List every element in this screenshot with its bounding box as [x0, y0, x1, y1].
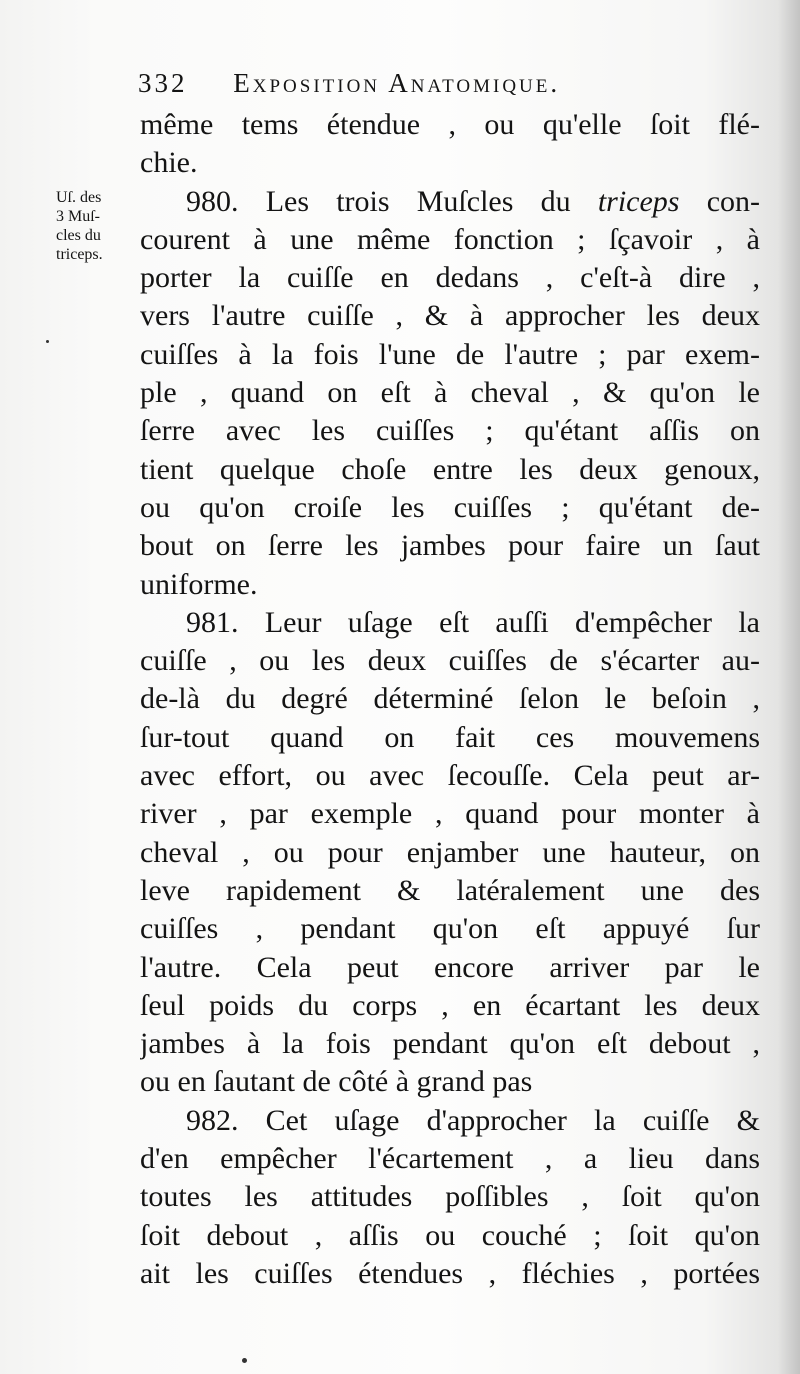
margin-note [56, 188, 134, 264]
text-line: courent à une même fonction ; ſçavoir , à [140, 222, 760, 256]
margin-note-line: 3 Muſ- [56, 208, 100, 225]
ink-speck [46, 340, 49, 343]
text-line: leve rapidement & latéralement une des [140, 873, 760, 907]
text-line: cuiſſes , pendant qu'on eſt appuyé ſur [140, 912, 760, 946]
margin-note-line: cles du [56, 227, 101, 244]
text-line: river , par exemple , quand pour monter à [140, 797, 760, 831]
margin-note-line: Uſ. des [56, 189, 102, 206]
text-line: cuiſſes à la fois l'une de l'autre ; par exem- [140, 337, 760, 371]
running-title: Exposition Anatomique. [233, 68, 561, 98]
margin-note-line: triceps. [56, 246, 103, 263]
text-line: vers l'autre cuiſſe , & à approcher les deux [140, 299, 760, 333]
text-line: même tems étendue , ou qu'elle ſoit flé- [140, 108, 760, 141]
text-line: d'en empêcher l'écartement , a lieu dans [140, 1142, 760, 1176]
text-line: ſeul poids du corps , en écartant les deux [140, 988, 760, 1022]
text-line: 981. Leur uſage eſt auſſi d'empêcher la [186, 605, 760, 639]
text-line: chie. [140, 146, 198, 180]
text-line: avec effort, ou avec ſecouſſe. Cela peut ar- [140, 759, 760, 793]
text-line: ou qu'on croiſe les cuiſſes ; qu'étant de- [140, 490, 760, 524]
text-line: de-là du degré déterminé ſelon le beſoin , [140, 682, 760, 716]
text-line: ſur-tout quand on fait ces mouvemens [140, 720, 760, 754]
text-line: toutes les attitudes poſſibles , ſoit qu'on [140, 1180, 760, 1214]
text-line: ple , quand on eſt à cheval , & qu'on le [140, 376, 760, 410]
text-line: porter la cuiſſe en dedans , c'eſt-à dire , [140, 261, 760, 295]
running-head [138, 68, 738, 108]
text-line: ait les cuiſſes étendues , fléchies , portées [140, 1256, 760, 1290]
text-line: bout on ſerre les jambes pour faire un ſaut [140, 529, 760, 563]
page-gutter-shadow [778, 0, 800, 1374]
text-line: uniforme. [140, 567, 258, 601]
text-line: tient quelque choſe entre les deux genoux, [140, 452, 760, 486]
text-line: ſoit debout , aſſis ou couché ; ſoit qu'on [140, 1218, 760, 1252]
page-number: 332 [138, 68, 188, 98]
text-line: cheval , ou pour enjamber une hauteur, on [140, 835, 760, 869]
text-line: ſerre avec les cuiſſes ; qu'étant aſſis on [140, 414, 760, 448]
text-line: 980. Les trois Muſcles du triceps con- [186, 184, 760, 218]
text-line: jambes à la fois pendant qu'on eſt debout , [140, 1027, 760, 1061]
text-line: 982. Cet uſage d'approcher la cuiſſe & [186, 1103, 760, 1137]
text-line: l'autre. Cela peut encore arriver par le [140, 950, 760, 984]
ink-speck [242, 1358, 247, 1363]
body-text [140, 106, 760, 1293]
text-line: cuiſſe , ou les deux cuiſſes de s'écarter au- [140, 644, 760, 678]
text-line: ou en ſautant de côté à grand pas [140, 1065, 533, 1099]
